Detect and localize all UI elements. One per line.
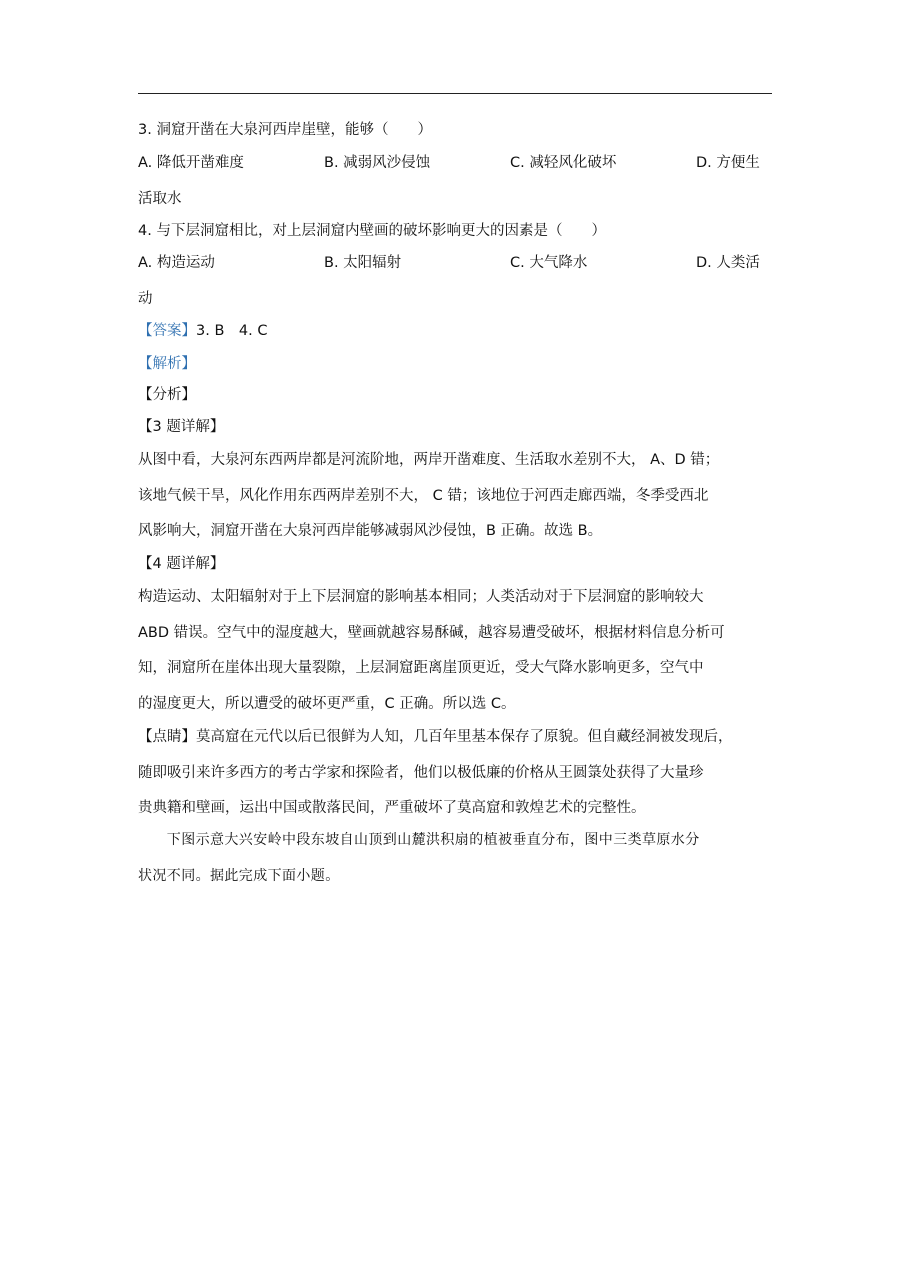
q4-detail-line: 知，洞窟所在崖体出现大量裂隙，上层洞窟距离崖顶更近，受大气降水影响更多，空气中 [138, 660, 704, 676]
answer-line [138, 321, 267, 341]
dianjing-line: 贵典籍和壁画，运出中国或散落民间，严重破坏了莫高窟和敦煌艺术的完整性。 [138, 800, 646, 816]
q4-option-d-wrap: 动 [138, 291, 153, 307]
q3-detail-line: 从图中看，大泉河东西两岸都是河流阶地，两岸开凿难度、生活取水差别不大， A、D 错； [138, 452, 720, 468]
q4-option-c: C. 大气降水 [510, 255, 588, 271]
q4-detail-line: 构造运动、太阳辐射对于上下层洞窟的影响基本相同；人类活动对于下层洞窟的影响较大 [138, 589, 704, 605]
q3-stem: 3. 洞窟开凿在大泉河西岸崖壁，能够（ ） [138, 122, 432, 138]
q4-detail-title: 【4 题详解】 [138, 556, 225, 572]
q3-option-a: A. 降低开凿难度 [138, 155, 244, 171]
answer-label: 【答案】 [138, 323, 196, 339]
intro-line: 状况不同。据此完成下面小题。 [138, 868, 340, 884]
q4-stem: 4. 与下层洞窟相比，对上层洞窟内壁画的破坏影响更大的因素是（ ） [138, 223, 606, 239]
q4-option-d: D. 人类活 [696, 255, 760, 271]
dianjing-line: 【点睛】莫高窟在元代以后已很鲜为人知，几百年里基本保存了原貌。但自藏经洞被发现后， [138, 729, 733, 745]
q3-option-d: D. 方便生 [696, 155, 760, 171]
q4-option-a: A. 构造运动 [138, 255, 215, 271]
answer-text: 3. B 4. C [196, 323, 268, 339]
q4-detail-line: ABD 错误。空气中的湿度越大，壁画就越容易酥碱，越容易遭受破坏，根据材料信息分析可 [138, 625, 725, 641]
analysis-label: 【解析】 [138, 356, 196, 372]
intro-line: 下图示意大兴安岭中段东坡自山顶到山麓洪积扇的植被垂直分布，图中三类草原水分 [138, 832, 700, 848]
q4-detail-line: 的湿度更大，所以遭受的破坏更严重，C 正确。所以选 C。 [138, 696, 516, 712]
q3-option-d-wrap: 活取水 [138, 191, 182, 207]
header-rule [138, 93, 772, 94]
dianjing-line: 随即吸引来许多西方的考古学家和探险者，他们以极低廉的价格从王圆箓处获得了大量珍 [138, 765, 704, 781]
fenxi-label: 【分析】 [138, 387, 196, 403]
q3-option-c: C. 减轻风化破坏 [510, 155, 617, 171]
q3-detail-line: 风影响大，洞窟开凿在大泉河西岸能够减弱风沙侵蚀，B 正确。故选 B。 [138, 523, 603, 539]
q3-detail-title: 【3 题详解】 [138, 419, 225, 435]
q4-option-b: B. 太阳辐射 [324, 255, 402, 271]
q3-option-b: B. 减弱风沙侵蚀 [324, 155, 431, 171]
q3-detail-line: 该地气候干旱，风化作用东西两岸差别不大， C 错；该地位于河西走廊西端，冬季受西北 [138, 488, 709, 504]
